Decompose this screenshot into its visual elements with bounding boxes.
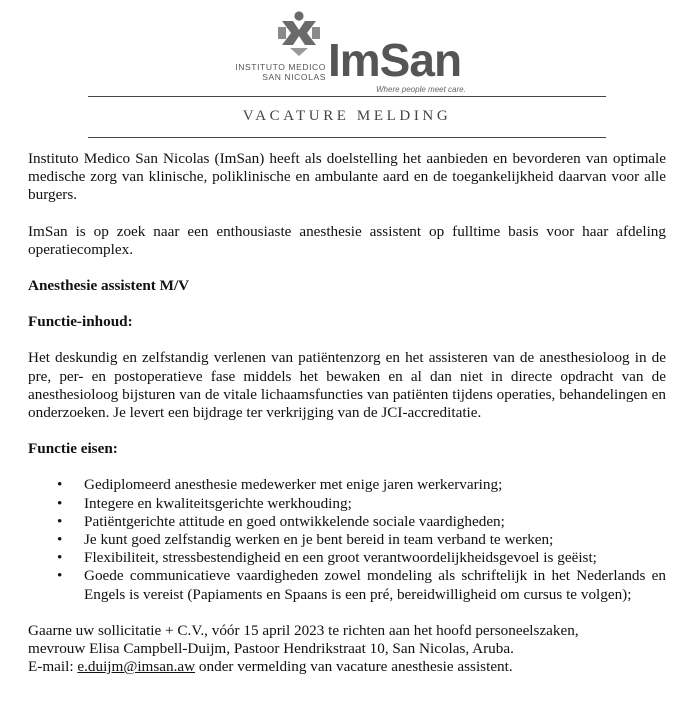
notice-heading: VACATURE MELDING [242,108,452,124]
bullet-icon: • [57,494,63,512]
list-item: • Integere en kwaliteitsgerichte werkhouding; [57,494,352,512]
content-paragraph: Het deskundig en zelfstandig verlenen van patiëntenzorg en het assisteren van de anesthesioloog in de pre, per- en postoperatieve fase middels het bewaken en al dan niet in directe opdracht van de anesthesioloog bijsturen van de vitale lichaamsfuncties van patiënten tijdens operaties, behandelingen en onderzoeken. Je levert een bijdrage ter verkrijging van de JCI-accreditatie. [28,349,666,422]
closing-line-2: mevrouw Elisa Campbell-Duijm, Pastoor Hendrikstraat 10, San Nicolas, Aruba. [28,640,514,658]
email-label: E-mail: [28,658,74,676]
cross-figures-logo-icon [276,10,322,56]
bullet-icon: • [57,476,63,494]
list-item: • Patiëntgerichte attitude en goed ontwikkelende sociale vaardigheden; [57,512,505,530]
bullet-icon: • [57,567,63,585]
intro-paragraph: Instituto Medico San Nicolas (ImSan) heeft als doelstelling het aanbieden en bevorderen van optimale medische zorg van klinische, poliklinische en ambulante aard en de toegankelijkheid daarvan voor alle burgers. [28,150,666,204]
bottom-divider [88,137,606,138]
list-item: • Goede communicatieve vaardigheden zowel mondeling als schriftelijk in het Nederlands en Engels is vereist (Papiaments en Spaans is een pré, bereidwilligheid om cursus te volgen); [57,567,666,603]
bullet-icon: • [57,531,63,549]
closing-line-1: Gaarne uw sollicitatie + C.V., vóór 15 april 2023 te richten aan het hoofd personeelszaken, [28,621,579,639]
list-item: • Je kunt goed zelfstandig werken en je bent bereid in team verband te werken; [57,531,554,549]
bullet-icon: • [57,549,63,567]
email-suffix: onder vermelding van vacature anesthesie assistent. [198,658,513,676]
top-divider [88,96,606,97]
job-title: Anesthesie assistent M/V [28,277,190,295]
search-paragraph: ImSan is op zoek naar een enthousiaste anesthesie assistent op fulltime basis voor haar afdeling operatiecomplex. [28,222,666,258]
requirements-list [28,476,666,603]
requirements-heading: Functie eisen: [28,440,118,458]
closing-paragraph [28,622,666,677]
content-heading: Functie-inhoud: [28,313,133,331]
brand-tagline: Where people meet care. [376,85,466,94]
email-link[interactable]: e.duijm@imsan.aw [77,658,196,676]
list-item: • Flexibiliteit, stressbestendigheid en een groot verantwoordelijkheidsgevoel is geëist; [57,549,597,567]
brand-name: ImSan [328,34,462,86]
institute-line-2: SAN NICOLAS [262,72,326,82]
list-item: • Gediplomeerd anesthesie medewerker met enige jaren werkervaring; [57,476,503,494]
bullet-icon: • [57,512,63,530]
imsan-logo [222,10,472,92]
notice-body [28,150,666,676]
institute-name [222,62,326,82]
institute-line-1: INSTITUTO MEDICO [235,62,326,72]
